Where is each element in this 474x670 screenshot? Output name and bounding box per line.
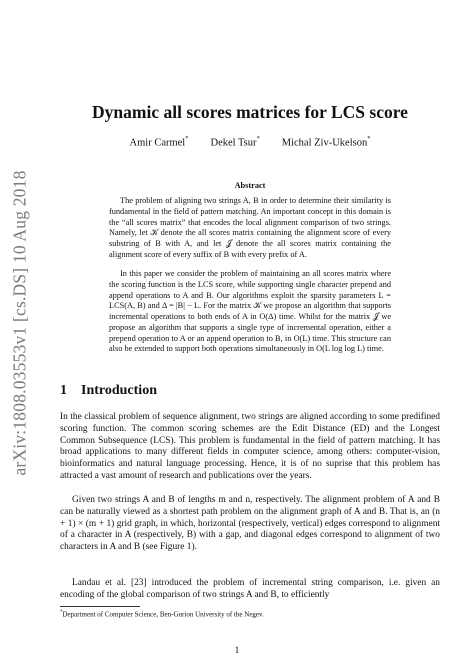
intro-paragraph-2: Given two strings A and B of lengths m and n, respectively. The alignment problem of A and B can be naturally viewed as a shortest path problem on the alignment graph of A and B. That is, an (n + 1) × (m + 1) grid graph, in which, horizontal (respectively, vertical) edges correspond to alignment of a character in A (respectively, B) with a gap, and diagonal edges correspond to alignment of two characters in A and B (see Figure 1). bbox=[60, 495, 440, 552]
section-title: Introduction bbox=[81, 383, 157, 398]
author-affiliation-mark: * bbox=[256, 135, 260, 142]
author-3 bbox=[282, 136, 371, 149]
section-heading bbox=[60, 383, 157, 399]
author-1 bbox=[130, 136, 189, 149]
author-name: Dekel Tsur bbox=[210, 137, 257, 149]
abstract-heading: Abstract bbox=[234, 181, 266, 190]
footnote-divider bbox=[60, 606, 140, 607]
arxiv-stamp bbox=[0, 0, 40, 670]
footnote-mark: * bbox=[60, 610, 63, 615]
paper-title: Dynamic all scores matrices for LCS score bbox=[92, 102, 408, 122]
author-name: Michal Ziv-Ukelson bbox=[281, 137, 368, 149]
author-affiliation-mark: * bbox=[185, 135, 189, 142]
page-number: 1 bbox=[234, 646, 240, 656]
intro-paragraph-3: Landau et al. [23] introduced the problem of incremental string comparison, i.e. given an encoding of the global comparison of two strings A and B, to efficiently bbox=[60, 578, 440, 600]
intro-paragraph-1: In the classical problem of sequence alignment, two strings are aligned according to some predifined scoring function. The common scoring schemes are the Edit Distance (ED) and the Longest Common Subsequence (LCS). This problem is fundamental in the field of pattern matching. It has broad applications to many different fields in computer science, among others: computer-vision, bioinformatics and natural language processing. Hence, it is of no suprise that this problem has attracted a vast amount of research and publications over the years. bbox=[60, 412, 440, 481]
author-list bbox=[60, 136, 440, 149]
author-2 bbox=[210, 136, 259, 149]
footnote-text: Department of Computer Science, Ben-Gurion University of the Negev. bbox=[62, 610, 264, 619]
abstract-paragraph-1: The problem of aligning two strings A, B in order to determine their similarity is fundamental in the field of pattern matching. An important concept in this domain is the “all scores matrix” that encodes the local alignment comparison of two strings. Namely, let 𝒦 denote the all scores matrix containing the alignment score of every substring of B with A, and let 𝒥 denote the all scores matrix containing the alignment score of every suffix of B with every prefix of A. bbox=[109, 196, 391, 259]
author-name: Amir Carmel bbox=[129, 137, 186, 149]
arxiv-identifier: arXiv:1808.03553v1 [cs.DS] 10 Aug 2018 bbox=[9, 170, 30, 476]
author-affiliation-mark: * bbox=[367, 135, 371, 142]
abstract-paragraph-2: In this paper we consider the problem of maintaining an all scores matrix where the scoring function is the LCS score, while supporting single character prepend and append operations to A and B. Our algorithms exploit the sparsity parameters L = LCS(A, B) and Δ = |B| − L. For the matrix 𝒦 we propose an algorithm that supports incremental operations to both ends of A in O(Δ) time. Whilst for the matrix 𝒥 we propose an algorithm that supports a single type of incremental operation, either a prepend operation to A or an append operation to B, in O(L) time. This structure can also be extended to support both operations simultaneously in O(L log log L) time. bbox=[109, 269, 391, 354]
section-number: 1 bbox=[60, 383, 67, 398]
footnote bbox=[60, 610, 264, 618]
